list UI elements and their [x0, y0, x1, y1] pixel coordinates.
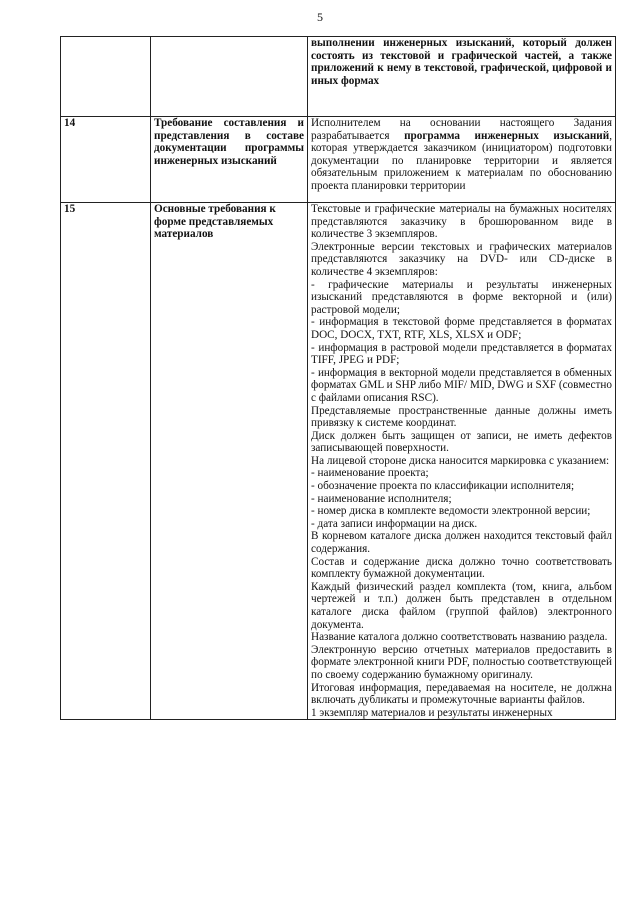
list-item: - номер диска в комплекте ведомости электронной версии; [311, 505, 591, 518]
page-number: 5 [317, 10, 323, 24]
list-item: - графические материалы и результаты инженерных изысканий представляются в форме векторной и (или) растровой модели; [311, 278, 612, 316]
list-item: - наименование проекта; [311, 467, 429, 480]
list-item: - информация в растровой модели представляется в форматах TIFF, JPEG и PDF; [311, 341, 612, 367]
continuation-text: выполнении инженерных изысканий, который должен состоять из текстовой и графической частей, а также приложений к нему в текстовой, графической, цифровой и иных формах [308, 37, 616, 117]
list-item: - дата записи информации на диск. [311, 517, 478, 530]
paragraph: Электронную версию отчетных материалов предоставить в формате электронной книги PDF, полностью соответствующей по своему содержанию бумажному оригиналу. [311, 643, 612, 681]
paragraph: Электронные версии текстовых и графических материалов представляются заказчику на DVD- или CD-диске в количестве 4 экземпляров: [311, 240, 612, 278]
table-row-continuation [61, 37, 616, 117]
row-number: 14 [61, 117, 151, 203]
paragraph: Итоговая информация, передаваемая на носителе, не должна включать дубликаты и промежуточные варианты файлов. [311, 681, 612, 707]
paragraph: Представляемые пространственные данные должны иметь привязку к системе координат. [311, 404, 612, 430]
list-item: - информация в векторной модели представляется в обменных форматах GML и SHP либо MIF/ MID, DWG и SXF (совместно с файлами описания RSC). [311, 366, 612, 404]
paragraph: Название каталога должно соответствовать названию раздела. [311, 631, 608, 644]
requirements-table [60, 36, 616, 720]
table-row-14 [61, 117, 616, 203]
paragraph: На лицевой стороне диска наносится маркировка с указанием: [311, 454, 610, 467]
paragraph: Диск должен быть защищен от записи, не иметь дефектов записывающей поверхности. [311, 429, 612, 455]
row-requirement-cell [151, 37, 308, 117]
paragraph: Текстовые и графические материалы на бумажных носителях представляются заказчику в брошюрованном виде в количестве 3 экземпляров. [311, 203, 612, 241]
row-content-bold: программа инженерных изысканий [404, 129, 610, 142]
list-item: - наименование исполнителя; [311, 492, 452, 505]
table-row-15 [61, 203, 616, 720]
row-content [308, 117, 616, 203]
list-item: - обозначение проекта по классификации исполнителя; [311, 480, 575, 493]
paragraph: Каждый физический раздел комплекта (том, книга, альбом чертежей и т.п.) должен быть представлен в отдельном каталоге диска файлом (группой файлов) электронного документа. [311, 580, 612, 631]
paragraph: 1 экземпляр материалов и результаты инженерных [311, 706, 553, 719]
row-content [308, 203, 616, 720]
row-content-text: Исполнителем на основании настоящего Задания разрабатывается [311, 117, 612, 142]
paragraph: Состав и содержание диска должно точно соответствовать комплекту бумажной документации. [311, 555, 612, 581]
list-item: - информация в текстовой форме представляется в форматах DOC, DOCX, TXT, RTF, XLS, XLSX и ODF; [311, 316, 612, 341]
row-content-text-end: , которая утверждается заказчиком (инициатором) подготовки документации по планировке территории и является обязательным приложением к материалам по обоснованию проекта планировки территории [311, 129, 612, 192]
row-requirement: Основные требования к форме представляемых материалов [151, 203, 308, 720]
row-requirement: Требование составления и представления в составе документации программы инженерных изысканий [151, 117, 308, 203]
row-number: 15 [61, 203, 151, 720]
paragraph: В корневом каталоге диска должен находится текстовый файл содержания. [311, 530, 612, 556]
row-number-cell [61, 37, 151, 117]
